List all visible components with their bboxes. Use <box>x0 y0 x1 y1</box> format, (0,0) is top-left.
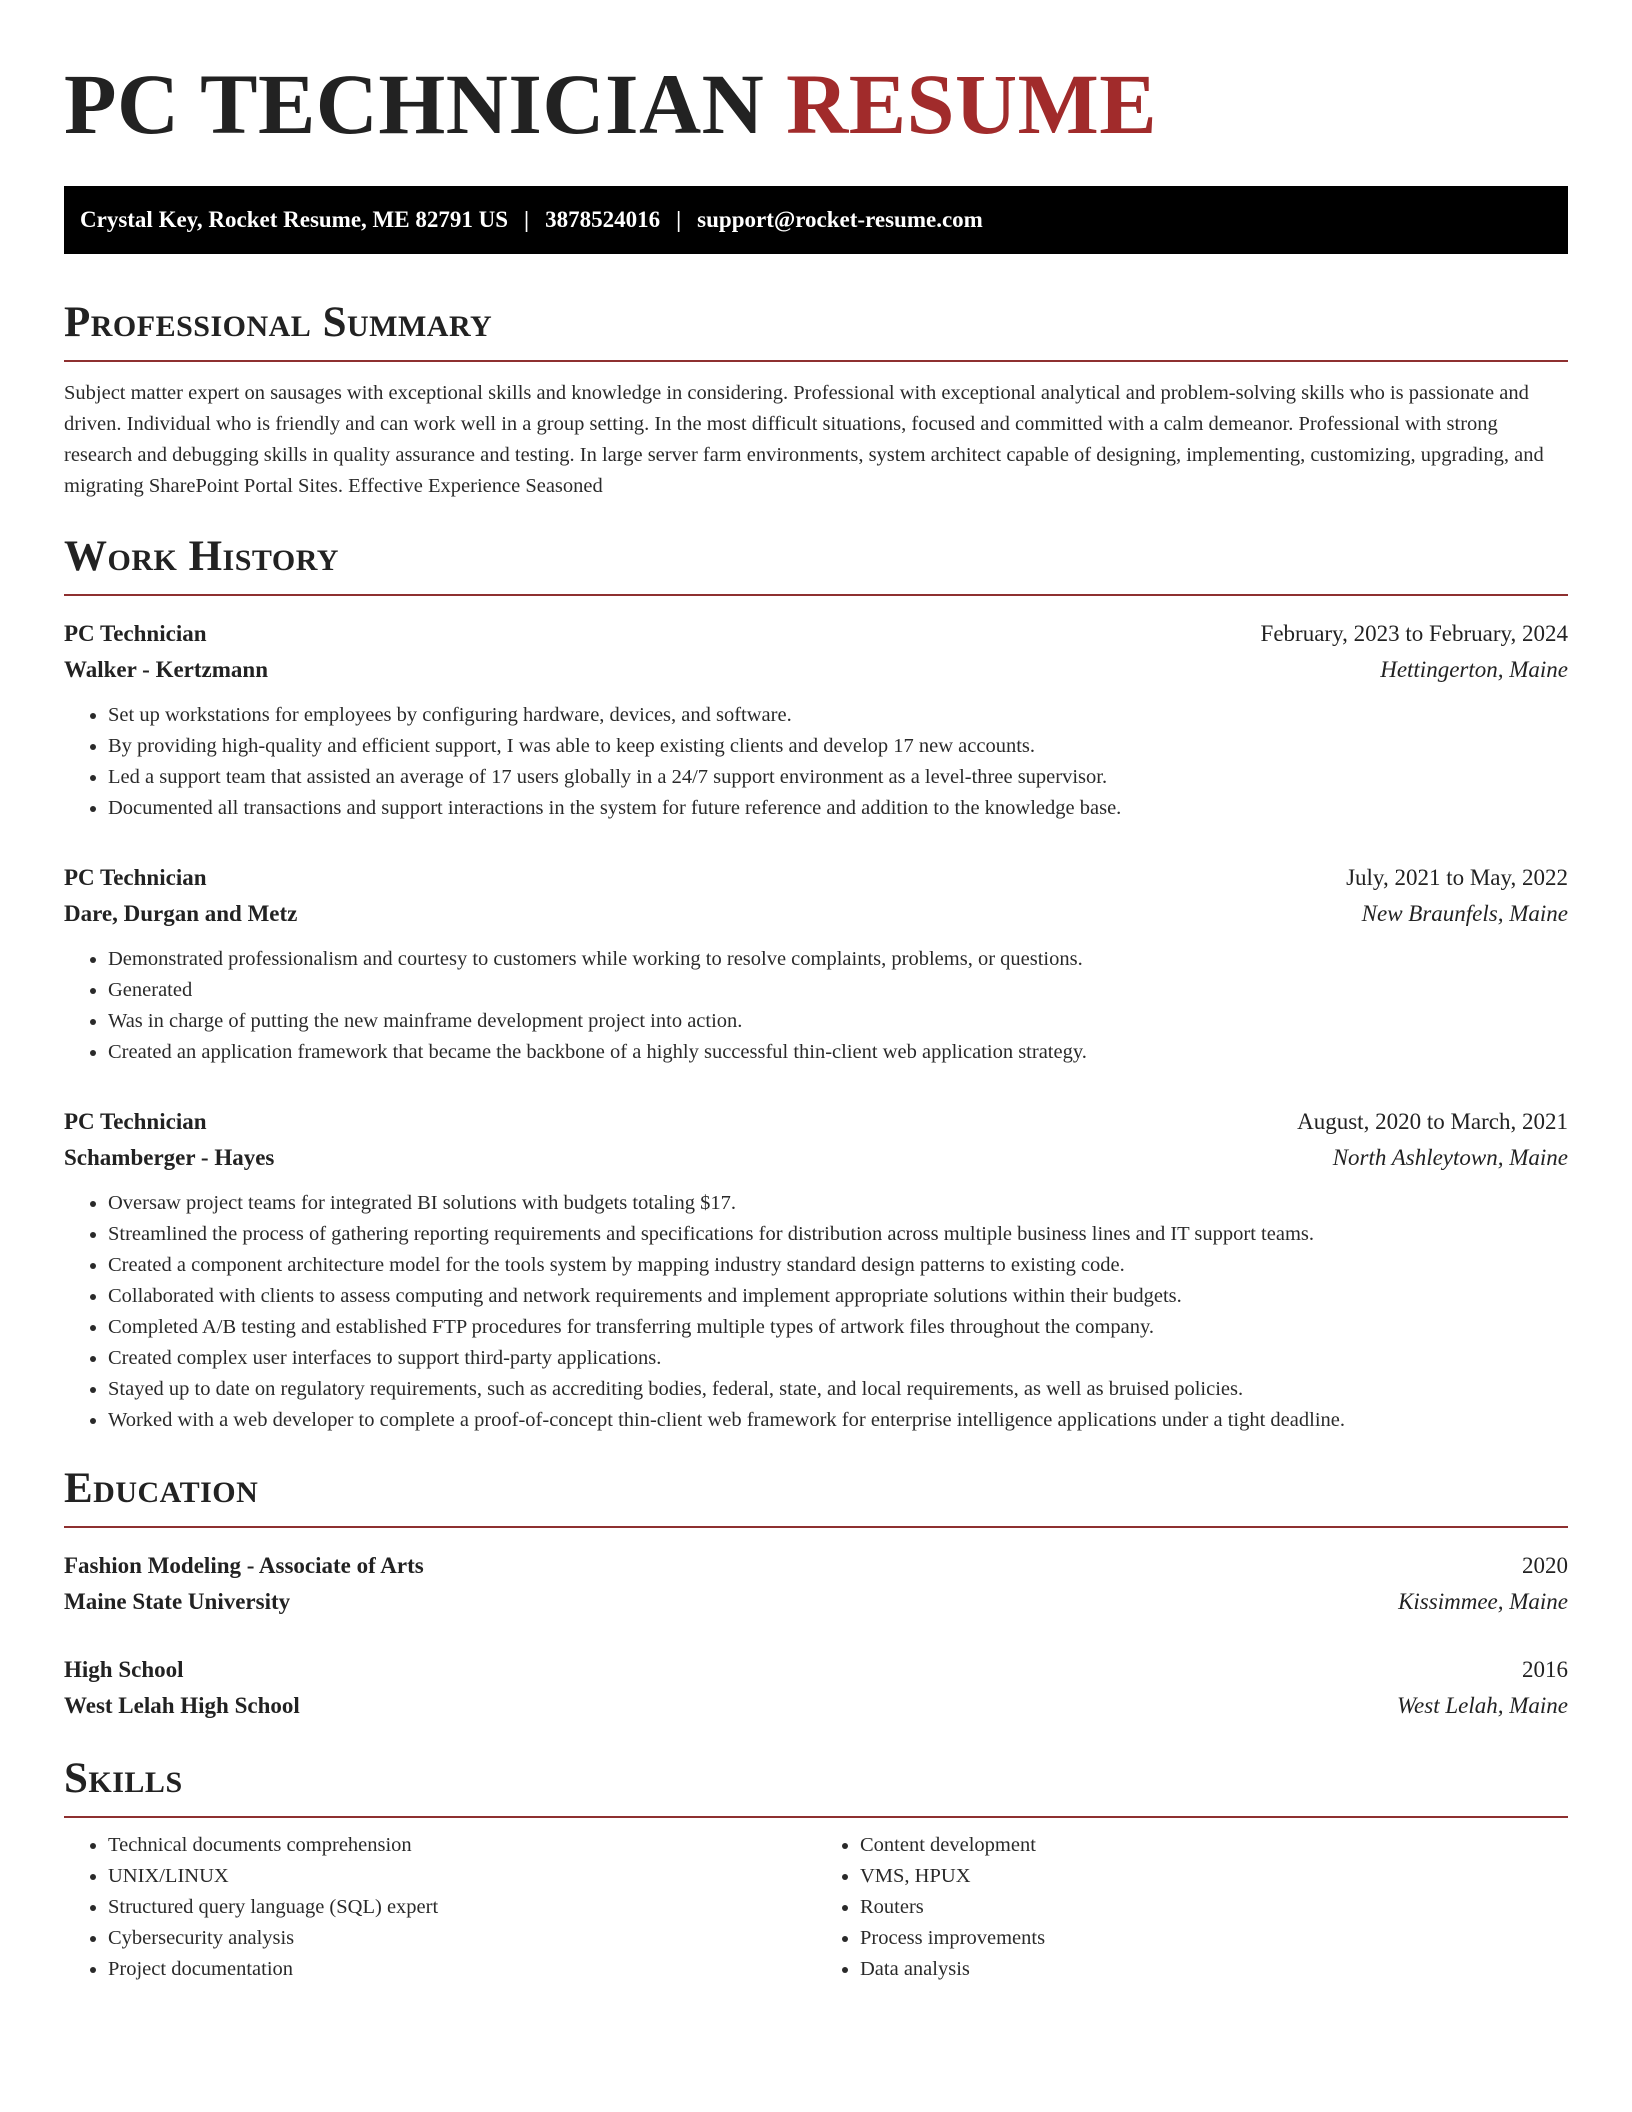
education-degree: Fashion Modeling - Associate of Arts <box>64 1553 424 1578</box>
job-company: Schamberger - Hayes <box>64 1145 275 1170</box>
job-bullet: • Worked with a web developer to complete a proof-of-concept thin-client web framework for enterprise intelligence applications under a tight deadline. <box>108 1405 1568 1436</box>
education-year: 2016 <box>1522 1657 1568 1682</box>
job-role: PC Technician <box>64 621 207 646</box>
job-entry <box>64 616 1568 824</box>
resume-title <box>64 58 1568 150</box>
skills-columns <box>64 1830 1568 1985</box>
education-school-row <box>64 1584 1568 1620</box>
job-header-row <box>64 1104 1568 1140</box>
skill-item: • VMS, HPUX <box>860 1861 1568 1892</box>
job-bullets <box>64 944 1568 1068</box>
contact-bar <box>64 186 1568 254</box>
contact-email[interactable]: support@rocket-resume.com <box>697 207 983 232</box>
summary-section <box>64 298 1568 502</box>
skill-item: • Technical documents comprehension <box>108 1830 816 1861</box>
job-company-row <box>64 896 1568 932</box>
education-header-row <box>64 1548 1568 1584</box>
education-location: Kissimmee, Maine <box>1398 1589 1568 1614</box>
education-location: West Lelah, Maine <box>1397 1693 1568 1718</box>
job-bullet: • Documented all transactions and support interactions in the system for future reference and addition to the knowledge base. <box>108 793 1568 824</box>
job-company-row <box>64 1140 1568 1176</box>
education-year: 2020 <box>1522 1553 1568 1578</box>
contact-separator: | <box>524 207 530 232</box>
skill-item: • Structured query language (SQL) expert <box>108 1892 816 1923</box>
job-header-row <box>64 616 1568 652</box>
education-entry <box>64 1548 1568 1620</box>
resume-title-accent: RESUME <box>786 56 1158 152</box>
job-role: PC Technician <box>64 1109 207 1134</box>
work-history-section <box>64 532 1568 1436</box>
summary-text: Subject matter expert on sausages with exceptional skills and knowledge in considering. Professional with exceptional analytical and problem-solving skills who is passionate and driven. Individual who is friendly and can work well in a group setting. In the most difficult situations, focused and committed with a calm demeanor. Professional with strong research and debugging skills in quality assurance and testing. In large server farm environments, system architect capable of designing, implementing, customizing, upgrading, and migrating SharePoint Portal Sites. Effective Experience Seasoned <box>64 382 1544 497</box>
job-bullet: • Created an application framework that became the backbone of a highly successful thin-client web application strategy. <box>108 1037 1568 1068</box>
skills-list-left <box>64 1830 816 1985</box>
skill-item: • Content development <box>860 1830 1568 1861</box>
job-bullet: • By providing high-quality and efficient support, I was able to keep existing clients and develop 17 new accounts. <box>108 731 1568 762</box>
education-header-row <box>64 1652 1568 1688</box>
section-divider <box>64 360 1568 362</box>
job-location: North Ashleytown, Maine <box>1332 1145 1568 1170</box>
job-company-row <box>64 652 1568 688</box>
job-bullet: • Collaborated with clients to assess computing and network requirements and implement appropriate solutions within their budgets. <box>108 1281 1568 1312</box>
job-role: PC Technician <box>64 865 207 890</box>
job-dates: August, 2020 to March, 2021 <box>1297 1109 1568 1134</box>
education-degree: High School <box>64 1657 184 1682</box>
job-company: Walker - Kertzmann <box>64 657 268 682</box>
section-divider <box>64 1526 1568 1528</box>
job-entry <box>64 860 1568 1068</box>
job-location: Hettingerton, Maine <box>1380 657 1568 682</box>
job-bullet: • Oversaw project teams for integrated BI solutions with budgets totaling $17. <box>108 1188 1568 1219</box>
skill-item: • UNIX/LINUX <box>108 1861 816 1892</box>
job-bullet: • Was in charge of putting the new mainframe development project into action. <box>108 1006 1568 1037</box>
education-entry <box>64 1652 1568 1724</box>
section-title-skills: Skills <box>64 1755 183 1802</box>
job-bullet: • Stayed up to date on regulatory requirements, such as accrediting bodies, federal, state, and local requirements, as well as bruised policies. <box>108 1374 1568 1405</box>
job-header-row <box>64 860 1568 896</box>
resume-title-main: PC TECHNICIAN <box>64 56 765 152</box>
job-bullets <box>64 700 1568 824</box>
job-company: Dare, Durgan and Metz <box>64 901 298 926</box>
job-dates: July, 2021 to May, 2022 <box>1346 865 1568 890</box>
section-title-education: Education <box>64 1465 259 1512</box>
job-entry <box>64 1104 1568 1436</box>
job-bullet: • Completed A/B testing and established FTP procedures for transferring multiple types of artwork files throughout the company. <box>108 1312 1568 1343</box>
education-school-row <box>64 1688 1568 1724</box>
skill-item: • Routers <box>860 1892 1568 1923</box>
job-bullet: • Demonstrated professionalism and courtesy to customers while working to resolve complaints, problems, or questions. <box>108 944 1568 975</box>
job-bullet: • Created a component architecture model for the tools system by mapping industry standard design patterns to existing code. <box>108 1250 1568 1281</box>
contact-address: Crystal Key, Rocket Resume, ME 82791 US <box>80 207 509 232</box>
job-bullet: • Streamlined the process of gathering reporting requirements and specifications for distribution across multiple business lines and IT support teams. <box>108 1219 1568 1250</box>
job-bullet: • Generated <box>108 975 1568 1006</box>
education-school: West Lelah High School <box>64 1693 300 1718</box>
skills-section <box>64 1754 1568 1985</box>
section-divider <box>64 1816 1568 1818</box>
education-section <box>64 1464 1568 1724</box>
section-title-summary: Professional Summary <box>64 299 493 346</box>
section-title-work-history: Work History <box>64 533 339 580</box>
job-bullet: • Led a support team that assisted an average of 17 users globally in a 24/7 support environment as a level-three supervisor. <box>108 762 1568 793</box>
skill-item: • Process improvements <box>860 1923 1568 1954</box>
job-bullet: • Set up workstations for employees by configuring hardware, devices, and software. <box>108 700 1568 731</box>
job-dates: February, 2023 to February, 2024 <box>1260 621 1568 646</box>
skill-item: • Data analysis <box>860 1954 1568 1985</box>
job-bullet: • Created complex user interfaces to support third-party applications. <box>108 1343 1568 1374</box>
job-location: New Braunfels, Maine <box>1361 901 1568 926</box>
contact-phone[interactable]: 3878524016 <box>545 207 661 232</box>
contact-separator: | <box>676 207 682 232</box>
job-bullets <box>64 1188 1568 1436</box>
skill-item: • Project documentation <box>108 1954 816 1985</box>
skill-item: • Cybersecurity analysis <box>108 1923 816 1954</box>
section-divider <box>64 594 1568 596</box>
education-school: Maine State University <box>64 1589 291 1614</box>
skills-list-right <box>816 1830 1568 1985</box>
